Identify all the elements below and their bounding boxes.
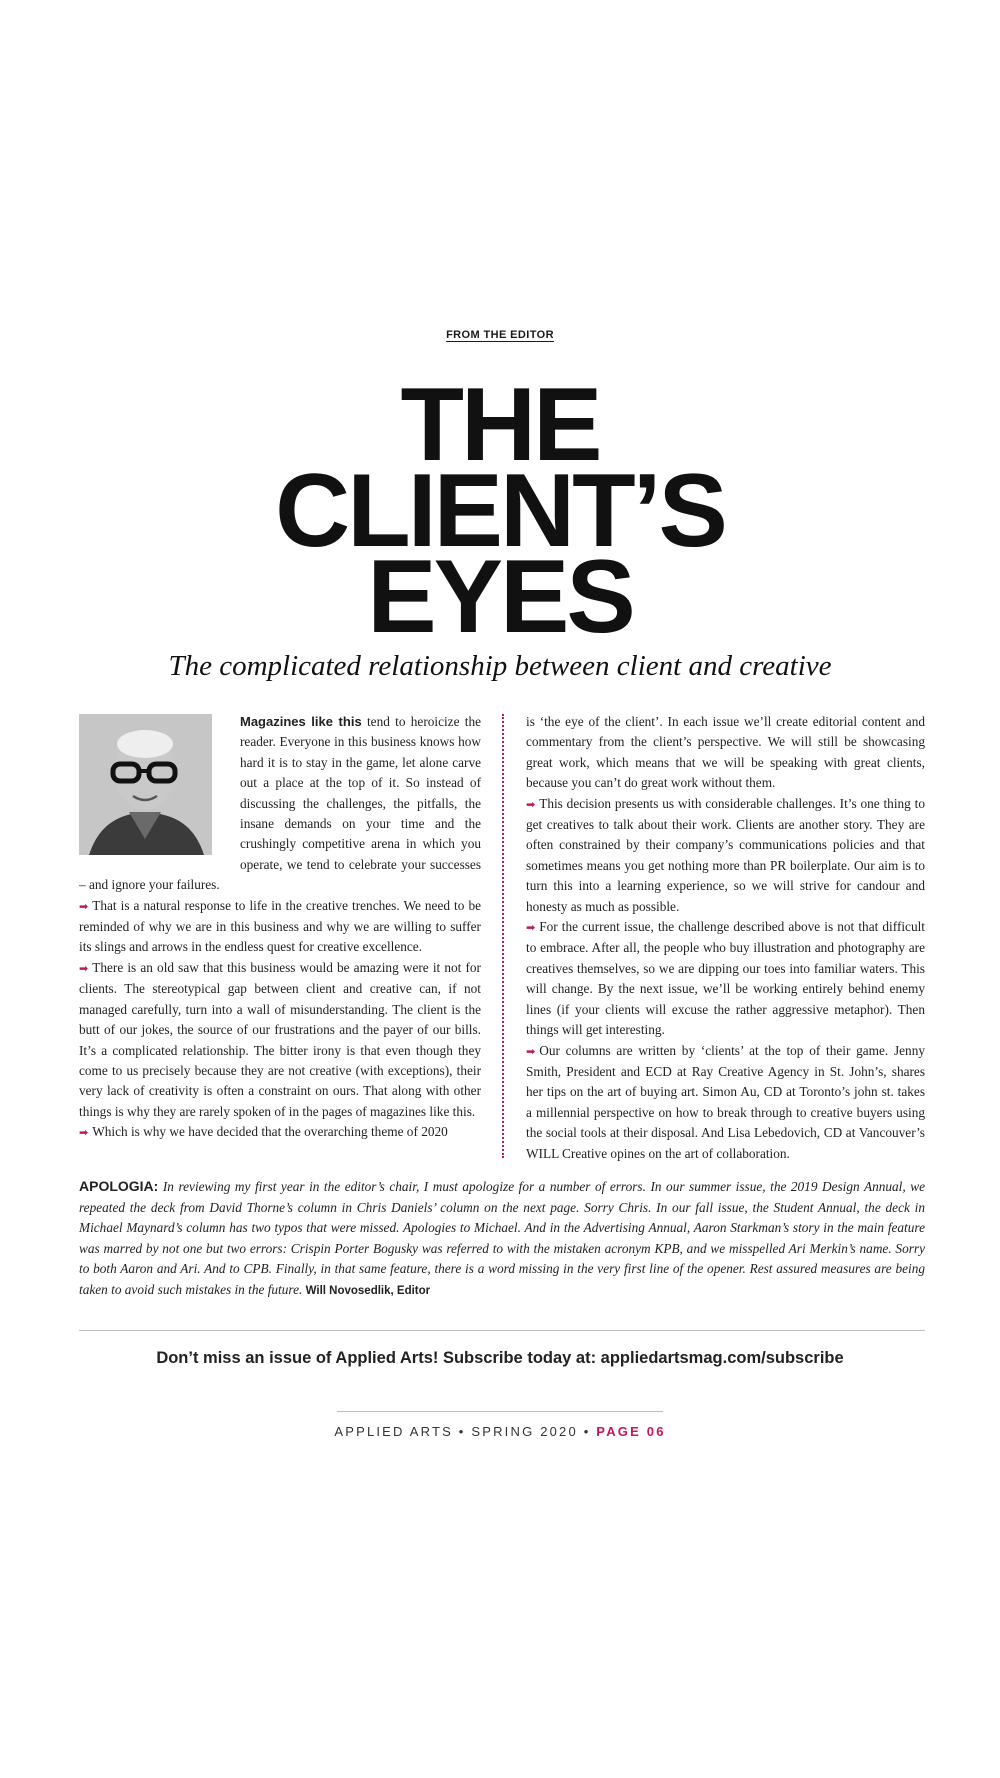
arrow-right-icon: ➡ <box>526 797 536 811</box>
lead-in: Magazines like this <box>240 714 362 729</box>
paragraph-8 <box>526 1041 925 1164</box>
left-column <box>79 712 481 1144</box>
paragraph-6 <box>526 794 925 917</box>
paragraph-4 <box>79 1122 481 1143</box>
paragraph-5-text: is ‘the eye of the client’. In each issue we’ll create editorial content and commentary from the client’s perspective. We will still be showcasing great work, which means that we will be speaking with great clients, because you can’t do great work without them. <box>526 714 925 791</box>
page-footer <box>0 1424 1000 1439</box>
arrow-right-icon: ➡ <box>526 921 536 935</box>
paragraph-2-text: That is a natural response to life in the creative trenches. We need to be reminded of why we are in this business and why we are willing to suffer its slings and arrows in the endless quest for creative excellence. <box>79 897 481 955</box>
paragraph-4-text: Which is why we have decided that the overarching theme of 2020 <box>92 1124 448 1140</box>
paragraph-7-text: For the current issue, the challenge described above is not that difficult to embrace. After all, the people who buy illustration and photography are creatives themselves, so we are dipping our toes into familiar waters. This will change. By the next issue, we’ll be working entirely behind enemy lines (if your clients will excuse the rather aggressive metaphor). Then things will get interesting. <box>526 919 925 1038</box>
paragraph-8-text: Our columns are written by ‘clients’ at the top of their game. Jenny Smith, President and ECD at Ray Creative Agency in St. John’s, shares her tips on the art of buying art. Simon Au, CD at Toronto’s john st. takes a millennial perspective on how to break through to creative buyers using the social tools at their disposal. And Lisa Lebedovich, CD at Vancouver’s WILL Creative opines on the art of collaboration. <box>526 1042 925 1161</box>
divider-rule <box>79 1330 925 1331</box>
apologia <box>79 1176 925 1301</box>
section-kicker: FROM THE EDITOR <box>446 329 554 341</box>
arrow-right-icon: ➡ <box>79 899 89 913</box>
editor-portrait <box>79 714 212 855</box>
arrow-right-icon: ➡ <box>79 1126 89 1140</box>
arrow-right-icon: ➡ <box>79 961 89 975</box>
headline-line-1: THE <box>400 367 600 483</box>
headline <box>0 367 1000 655</box>
paragraph-5 <box>526 712 925 794</box>
apologia-label: APOLOGIA: <box>79 1178 159 1194</box>
editor-signature: Will Novosedlik, Editor <box>305 1284 431 1297</box>
footer-rule <box>337 1411 663 1412</box>
paragraph-1-text: tend to heroicize the reader. Everyone in this business knows how hard it is to stay in the game, let alone carve out a place at the top of it. So instead of discussing the challenges, the pitfalls, the insane demands on your time and the crushingly competitive arena in which you operate, we tend to celebrate your successes – and ignore your failures. <box>79 714 482 893</box>
page-number: PAGE 06 <box>596 1424 666 1439</box>
paragraph-7 <box>526 917 925 1040</box>
paragraph-2 <box>79 896 481 958</box>
subscribe-callout: Don’t miss an issue of Applied Arts! Subscribe today at: appliedartsmag.com/subscribe <box>156 1349 844 1367</box>
arrow-right-icon: ➡ <box>526 1044 536 1058</box>
paragraph-3-text: There is an old saw that this business would be amazing were it not for clients. The stereotypical gap between client and creative can, if not managed carefully, turn into a wall of misunderstanding. The client is the butt of our jokes, the source of our frustrations and the payer of our bills. It’s a complicated relationship. The bitter irony is that even though they come to us precisely because they are not creative (with exceptions), their very lack of creativity is often a constraint on ours. That along with other things is why they are rarely spoken of in the pages of magazines like this. <box>79 959 481 1119</box>
footer-publication: APPLIED ARTS • SPRING 2020 • <box>334 1424 597 1439</box>
headline-line-3: EYES <box>367 539 633 655</box>
editor-portrait-illustration <box>79 714 212 855</box>
paragraph-3 <box>79 958 481 1122</box>
right-column <box>526 712 925 1164</box>
subtitle: The complicated relationship between client and creative <box>168 650 832 682</box>
apologia-text: In reviewing my first year in the editor’s chair, I must apologize for a number of errors. In our summer issue, the 2019 Design Annual, we repeated the deck from David Thorne’s column in Chris Daniels’ column on the next page. Sorry Chris. In our fall issue, the Student Annual, the deck in Michael Maynard’s column has two typos that were missed. Apologies to Michael. And in the Advertising Annual, Aaron Starkman’s story in the main feature was marred by not one but two errors: Crispin Porter Bogusky was referred to with the mistaken acronym KPB, and we misspelled Ari Merkin’s name. Sorry to both Aaron and Ari. And to CPB. Finally, in that same feature, there is a word missing in the very first line of the opener. Rest assured measures are being taken to avoid such mistakes in the future. <box>79 1179 925 1297</box>
headline-line-2: CLIENT’S <box>275 453 725 569</box>
column-divider <box>502 714 504 1158</box>
paragraph-6-text: This decision presents us with considerable challenges. It’s one thing to get creatives to talk about their work. Clients are another story. They are often constrained by their company’s communications policies and that sometimes means you get nothing more than PR boilerplate. Our aim is to turn this into a learning experience, so we will strive for candour and honesty as much as possible. <box>526 795 925 914</box>
